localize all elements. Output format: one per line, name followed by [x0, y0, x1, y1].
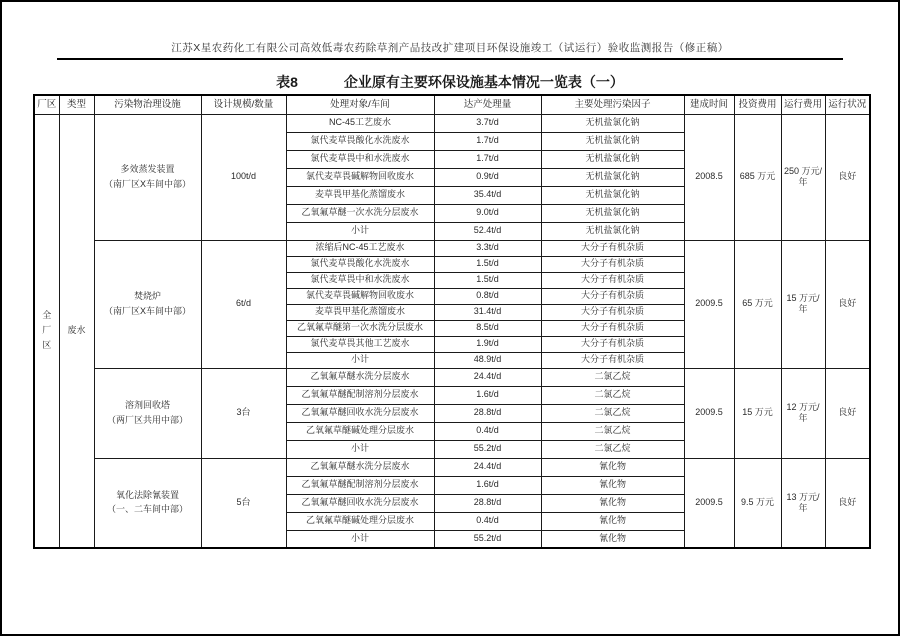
object-cell: 麦草畏甲基化蒸馏废水	[286, 186, 434, 204]
factor-cell: 氰化物	[541, 476, 684, 494]
facilities-table	[33, 94, 871, 549]
factor-cell: 大分子有机杂质	[541, 272, 684, 288]
facility-name: 多效蒸发装置	[120, 164, 175, 175]
object-cell: 乙氧氟草醚水洗分层废水	[286, 458, 434, 476]
status-cell: 良好	[825, 240, 870, 368]
col-header-invest: 投资费用	[734, 95, 781, 114]
object-cell: 氯代麦草畏碱解物回收废水	[286, 168, 434, 186]
object-cell: 乙氧氟草醚水洗分层废水	[286, 368, 434, 386]
invest-cell: 9.5 万元	[734, 458, 781, 548]
factor-cell: 大分子有机杂质	[541, 256, 684, 272]
runcost-cell: 12 万元/年	[781, 368, 825, 458]
object-cell: 氯代麦草畏碱解物回收废水	[286, 288, 434, 304]
factor-cell: 无机盐氯化钠	[541, 132, 684, 150]
object-cell: 氯代麦草畏中和水洗废水	[286, 272, 434, 288]
col-header-scale: 设计规模/数量	[201, 95, 286, 114]
waste-type-cell: 废水	[59, 114, 94, 548]
col-header-type: 类型	[59, 95, 94, 114]
table-title: 企业原有主要环保设施基本情况一览表（一）	[343, 74, 624, 90]
object-cell: 乙氧氟草醚回收水洗分层废水	[286, 494, 434, 512]
amount-cell: 1.6t/d	[434, 386, 541, 404]
table-row	[34, 240, 870, 256]
table-row	[34, 114, 870, 132]
facility-cell	[94, 240, 201, 368]
amount-cell: 0.8t/d	[434, 288, 541, 304]
amount-cell: 24.4t/d	[434, 368, 541, 386]
facility-cell	[94, 458, 201, 548]
amount-cell: 9.0t/d	[434, 204, 541, 222]
object-cell: 浓缩后NC-45工艺废水	[286, 240, 434, 256]
amount-cell: 1.7t/d	[434, 150, 541, 168]
factor-cell: 大分子有机杂质	[541, 320, 684, 336]
factor-cell: 大分子有机杂质	[541, 304, 684, 320]
factor-cell: 二氯乙烷	[541, 386, 684, 404]
built-cell: 2009.5	[684, 458, 734, 548]
factor-cell: 氰化物	[541, 530, 684, 548]
built-cell: 2008.5	[684, 114, 734, 240]
object-cell: 乙氧氟草醚第一次水洗分层废水	[286, 320, 434, 336]
col-header-runcost: 运行费用	[781, 95, 825, 114]
amount-cell: 28.8t/d	[434, 404, 541, 422]
factor-cell: 二氯乙烷	[541, 440, 684, 458]
col-header-factor: 主要处理污染因子	[541, 95, 684, 114]
amount-cell: 3.7t/d	[434, 114, 541, 132]
object-cell: 乙氧氟草醚回收水洗分层废水	[286, 404, 434, 422]
facility-cell	[94, 368, 201, 458]
object-cell: 乙氧氟草醚碱处理分层废水	[286, 512, 434, 530]
object-cell: 小计	[286, 440, 434, 458]
document-header-text: 江苏X星农药化工有限公司高效低毒农药除草剂产品技改扩建项目环保设施竣工（试运行）验收监测报告（修正稿）	[171, 42, 729, 54]
factor-cell: 无机盐氯化钠	[541, 222, 684, 240]
built-cell: 2009.5	[684, 368, 734, 458]
factor-cell: 氰化物	[541, 512, 684, 530]
amount-cell: 1.9t/d	[434, 336, 541, 352]
amount-cell: 31.4t/d	[434, 304, 541, 320]
table-header-row	[34, 95, 870, 114]
factor-cell: 无机盐氯化钠	[541, 168, 684, 186]
factor-cell: 大分子有机杂质	[541, 352, 684, 368]
table-row	[34, 458, 870, 476]
object-cell: 乙氧氟草醚配制溶剂分层废水	[286, 476, 434, 494]
object-cell: 氯代麦草畏酸化水洗废水	[286, 132, 434, 150]
amount-cell: 28.8t/d	[434, 494, 541, 512]
invest-cell: 15 万元	[734, 368, 781, 458]
amount-cell: 0.4t/d	[434, 422, 541, 440]
table-label: 表8	[276, 74, 298, 90]
factor-cell: 无机盐氯化钠	[541, 114, 684, 132]
amount-cell: 35.4t/d	[434, 186, 541, 204]
factor-cell: 无机盐氯化钠	[541, 186, 684, 204]
amount-cell: 1.6t/d	[434, 476, 541, 494]
facilities-table-wrap	[33, 94, 871, 549]
scale-cell: 5台	[201, 458, 286, 548]
col-header-status: 运行状况	[825, 95, 870, 114]
col-header-amount: 达产处理量	[434, 95, 541, 114]
invest-cell: 685 万元	[734, 114, 781, 240]
factor-cell: 二氯乙烷	[541, 368, 684, 386]
factor-cell: 无机盐氯化钠	[541, 204, 684, 222]
facility-name: 氧化法除氰装置	[115, 490, 179, 500]
status-cell: 良好	[825, 458, 870, 548]
facility-location: （一、二车间中部）	[106, 504, 188, 515]
factor-cell: 氰化物	[541, 458, 684, 476]
status-cell: 良好	[825, 114, 870, 240]
factor-cell: 大分子有机杂质	[541, 240, 684, 256]
invest-cell: 65 万元	[734, 240, 781, 368]
amount-cell: 3.3t/d	[434, 240, 541, 256]
col-header-object: 处理对象/车间	[286, 95, 434, 114]
factor-cell: 二氯乙烷	[541, 422, 684, 440]
amount-cell: 55.2t/d	[434, 440, 541, 458]
object-cell: 小计	[286, 352, 434, 368]
object-cell: 乙氧氟草醚一次水洗分层废水	[286, 204, 434, 222]
scale-cell: 3台	[201, 368, 286, 458]
col-header-built: 建成时间	[684, 95, 734, 114]
amount-cell: 55.2t/d	[434, 530, 541, 548]
facility-cell	[94, 114, 201, 240]
amount-cell: 1.7t/d	[434, 132, 541, 150]
factor-cell: 无机盐氯化钠	[541, 150, 684, 168]
facility-location: （南厂区X车间中部）	[103, 178, 191, 189]
amount-cell: 52.4t/d	[434, 222, 541, 240]
facility-location: （两厂区共用中部）	[106, 414, 188, 425]
object-cell: 乙氧氟草醚碱处理分层废水	[286, 422, 434, 440]
amount-cell: 0.9t/d	[434, 168, 541, 186]
amount-cell: 1.5t/d	[434, 256, 541, 272]
factor-cell: 氰化物	[541, 494, 684, 512]
facility-location: （南厂区X车间中部）	[103, 305, 191, 316]
facility-name: 溶剂回收塔	[124, 400, 170, 411]
runcost-cell: 15 万元/年	[781, 240, 825, 368]
object-cell: 氯代麦草畏中和水洗废水	[286, 150, 434, 168]
plant-area-cell	[34, 114, 59, 548]
object-cell: 小计	[286, 530, 434, 548]
scale-cell: 6t/d	[201, 240, 286, 368]
runcost-cell: 250 万元/年	[781, 114, 825, 240]
amount-cell: 24.4t/d	[434, 458, 541, 476]
object-cell: 氯代麦草畏其他工艺废水	[286, 336, 434, 352]
object-cell: 氯代麦草畏酸化水洗废水	[286, 256, 434, 272]
amount-cell: 0.4t/d	[434, 512, 541, 530]
object-cell: 乙氧氟草醚配制溶剂分层废水	[286, 386, 434, 404]
object-cell: 麦草畏甲基化蒸馏废水	[286, 304, 434, 320]
object-cell: 小计	[286, 222, 434, 240]
factor-cell: 大分子有机杂质	[541, 288, 684, 304]
facility-name: 焚烧炉	[133, 291, 161, 302]
plant-area-text: 全厂区	[42, 309, 52, 351]
amount-cell: 8.5t/d	[434, 320, 541, 336]
amount-cell: 1.5t/d	[434, 272, 541, 288]
table-title-row	[2, 72, 898, 92]
status-cell: 良好	[825, 368, 870, 458]
table-row	[34, 368, 870, 386]
object-cell: NC-45工艺废水	[286, 114, 434, 132]
built-cell: 2009.5	[684, 240, 734, 368]
amount-cell: 48.9t/d	[434, 352, 541, 368]
runcost-cell: 13 万元/年	[781, 458, 825, 548]
factor-cell: 大分子有机杂质	[541, 336, 684, 352]
header-rule	[57, 58, 843, 60]
factor-cell: 二氯乙烷	[541, 404, 684, 422]
col-header-area: 厂区	[34, 95, 59, 114]
col-header-facility: 污染物治理设施	[94, 95, 201, 114]
scale-cell: 100t/d	[201, 114, 286, 240]
